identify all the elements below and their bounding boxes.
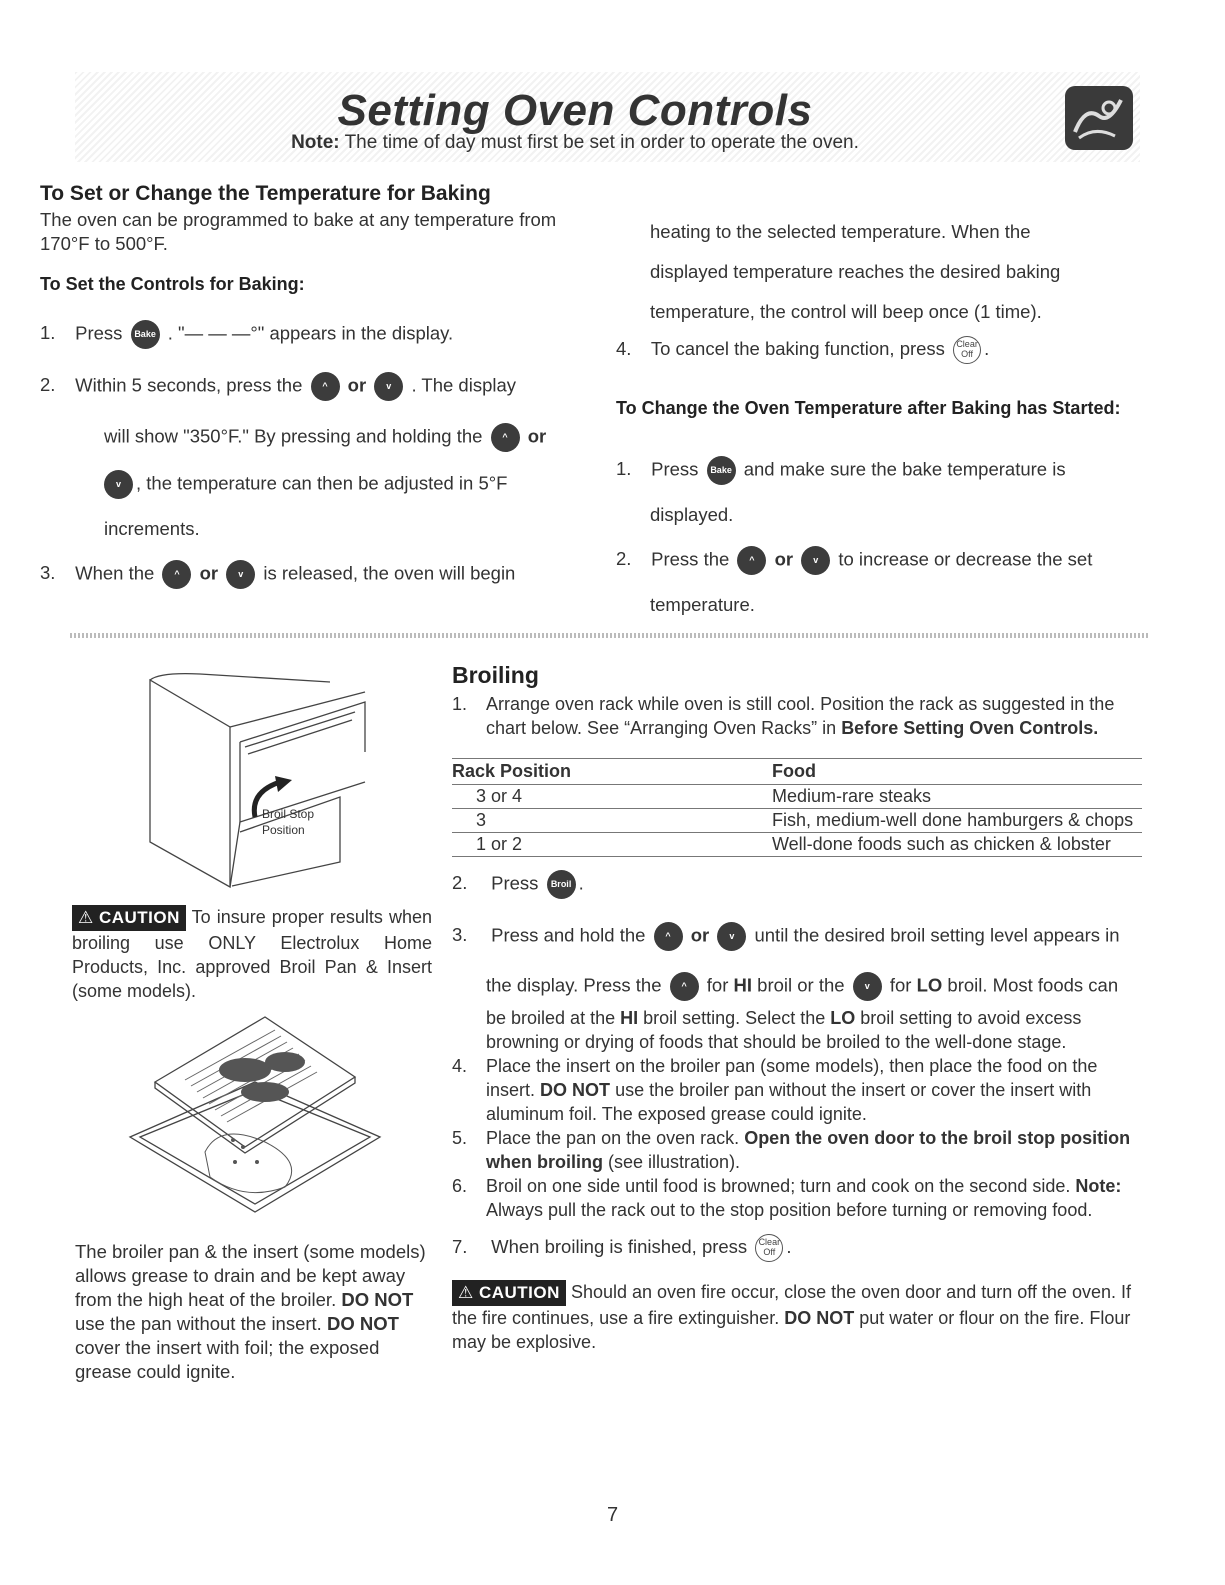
step-text: . xyxy=(578,872,584,894)
caution-text: DO NOT xyxy=(784,1308,855,1328)
down-arrow-button-icon: v xyxy=(226,560,255,589)
step-number: 2. xyxy=(452,872,468,894)
step-text: Press xyxy=(491,872,539,894)
step-text: temperature, the control will beep once (1 time). xyxy=(650,301,1042,322)
note-text: use the pan without the insert. xyxy=(75,1313,322,1334)
baking-step-2-line2 xyxy=(104,423,604,452)
step-text: Press and hold the xyxy=(491,924,646,946)
step-text: . The display xyxy=(411,374,517,396)
baking-step-3 xyxy=(40,560,600,589)
down-arrow-button-icon: v xyxy=(104,470,133,499)
step-text: Broil on one side until food is browned; turn and cook on the second side. Note: Always pull the rack out to the stop position before turning or removing food. xyxy=(486,1176,1122,1220)
step-text: When broiling is finished, press xyxy=(491,1236,748,1257)
broiling-step-7 xyxy=(452,1234,1142,1262)
rack-cell: 3 or 4 xyxy=(452,785,772,809)
broiling-step-3 xyxy=(452,922,1152,951)
step-text: broil setting. Select the xyxy=(643,1008,826,1028)
step-text: will show "350°F." By pressing and holding the xyxy=(104,425,483,447)
step-number: 1. xyxy=(40,322,56,344)
note-text: cover the insert with foil; the exposed grease could ignite. xyxy=(75,1337,380,1382)
down-arrow-button-icon: v xyxy=(801,546,830,575)
change-step-1 xyxy=(616,456,1156,485)
broiler-pan-note xyxy=(75,1240,435,1384)
step-text: To cancel the baking function, press xyxy=(650,338,945,359)
step-number: 3. xyxy=(40,562,56,584)
step-text: HI xyxy=(733,974,753,996)
step-text: and make sure the bake temperature is xyxy=(743,458,1066,480)
baking-heading: To Set or Change the Temperature for Baking xyxy=(40,182,491,205)
rack-position-table xyxy=(452,758,1142,857)
broiling-step-3-line2 xyxy=(486,972,1146,1001)
broiling-section xyxy=(452,662,1152,689)
step-text: broil. Most foods can xyxy=(947,974,1119,996)
baking-step-2 xyxy=(40,372,600,401)
step-text: Press xyxy=(651,458,699,480)
step-number: 6. xyxy=(452,1176,468,1196)
broil-stop-label-2: Position xyxy=(262,823,305,837)
caution-text: To insure proper results when broiling use ONLY Electrolux Home Products, Inc. approved Broil Pan & Insert (some models). xyxy=(72,907,432,1001)
step-text: heating to the selected temperature. When the xyxy=(650,221,1031,242)
change-heading: To Change the Oven Temperature after Baking has Started: xyxy=(616,398,1121,418)
down-arrow-button-icon: v xyxy=(374,372,403,401)
bake-button-icon: Bake xyxy=(131,320,160,349)
step-text: , the temperature can then be adjusted in 5°F xyxy=(136,472,508,494)
broil-stop-label-1: Broil Stop xyxy=(262,807,315,821)
step-text: is released, the oven will begin xyxy=(263,562,516,584)
broiler-pan-illustration xyxy=(125,1012,385,1232)
step-text: or xyxy=(527,425,547,447)
table-row xyxy=(452,785,1142,809)
step-text: Within 5 seconds, press the xyxy=(75,374,303,396)
step-text: LO xyxy=(830,1008,856,1028)
change-step-1-line2: displayed. xyxy=(650,504,734,525)
up-arrow-button-icon: ^ xyxy=(162,560,191,589)
step-number: 1. xyxy=(616,458,632,480)
caution-badge: ⚠ CAUTION xyxy=(72,905,186,931)
step-text: HI xyxy=(620,1008,639,1028)
up-arrow-button-icon: ^ xyxy=(654,922,683,951)
caution-text: Should an oven fire occur, close the oven door and turn off the oven. If the fire continues, use a fire extinguisher. xyxy=(452,1282,1131,1328)
bottom-caution xyxy=(452,1280,1144,1354)
step-text: or xyxy=(199,562,219,584)
step-number: 4. xyxy=(616,338,632,359)
step-text: the display. Press the xyxy=(486,974,662,996)
section-badge-icon xyxy=(1065,86,1133,150)
step-number: 5. xyxy=(452,1128,468,1148)
step-text: Press the xyxy=(651,548,730,570)
step-text: to increase or decrease the set xyxy=(838,548,1093,570)
step-text: . "— — —°" appears in the display. xyxy=(167,322,454,344)
baking-step-2-line3 xyxy=(104,470,604,499)
baking-subheading: To Set the Controls for Baking: xyxy=(40,274,305,294)
food-cell: Fish, medium-well done hamburgers & chops xyxy=(772,809,1142,833)
broiling-step-6 xyxy=(452,1174,1144,1222)
step-text: . xyxy=(786,1236,792,1257)
baking-step-4 xyxy=(616,336,1156,364)
baking-step-2-line4: increments. xyxy=(104,518,200,539)
broiling-step-2 xyxy=(452,870,1142,899)
note-text: DO NOT xyxy=(341,1289,414,1310)
step-text: Place the insert on the broiler pan (some models), then place the food on the insert. DO NOT use the broiler pan without the insert or cover the insert with aluminum foil. The exposed grease could ignite. xyxy=(486,1056,1098,1124)
table-row xyxy=(452,833,1142,857)
baking-intro: The oven can be programmed to bake at any temperature from 170°F to 500°F. xyxy=(40,209,557,254)
broiling-step-4 xyxy=(452,1054,1144,1126)
note-text: The broiler pan & the insert (some models) allows grease to drain and be kept away from the high heat of the broiler. xyxy=(75,1241,426,1310)
step-number: 7. xyxy=(452,1236,468,1257)
caution-text: put water or flour on the fire. Flour may be explosive. xyxy=(452,1308,1131,1352)
up-arrow-button-icon: ^ xyxy=(491,423,520,452)
step-text: for xyxy=(889,974,912,996)
broiling-heading: Broiling xyxy=(452,662,539,688)
table-row xyxy=(452,809,1142,833)
step-text: broil or the xyxy=(757,974,845,996)
step-text: or xyxy=(690,924,710,946)
oven-door-illustration xyxy=(140,672,380,892)
section-divider xyxy=(70,633,1150,638)
step-text: be broiled at the xyxy=(486,1008,616,1028)
table-header-rack: Rack Position xyxy=(452,759,772,785)
food-cell: Well-done foods such as chicken & lobster xyxy=(772,833,1142,857)
bake-button-icon: Bake xyxy=(707,456,736,485)
step-text: When the xyxy=(75,562,155,584)
step-number: 2. xyxy=(40,374,56,396)
step-text: displayed temperature reaches the desired baking xyxy=(650,261,1061,282)
change-step-2 xyxy=(616,546,1156,575)
step-number: 4. xyxy=(452,1056,468,1076)
page-number: 7 xyxy=(606,1504,619,1526)
step-text: for xyxy=(706,974,729,996)
step-text: Arrange oven rack while oven is still cool. Position the rack as suggested in the chart below. See “Arranging Oven Racks” in Before Setting Oven Controls. xyxy=(486,694,1115,738)
step-text: broil setting to avoid excess browning or drying of foods that should be broiled to the well-done stage. xyxy=(486,1008,1082,1052)
baking-section xyxy=(40,182,600,295)
down-arrow-button-icon: v xyxy=(717,922,746,951)
note-text: The time of day must first be set in order to operate the oven. xyxy=(344,132,859,153)
table-header-food: Food xyxy=(772,759,1142,785)
step-text: Press xyxy=(75,322,123,344)
food-cell: Medium-rare steaks xyxy=(772,785,1142,809)
step-number: 1. xyxy=(452,694,468,714)
note-label: Note: xyxy=(291,132,340,153)
page-title: Setting Oven Controls xyxy=(337,86,813,135)
step-text: . xyxy=(984,338,990,359)
step-number: 3. xyxy=(452,924,468,946)
left-caution xyxy=(72,905,432,1003)
clear-off-button-icon: Clear Off xyxy=(755,1234,783,1262)
page-header xyxy=(75,72,1140,162)
note-text: DO NOT xyxy=(326,1313,399,1334)
baking-step-1 xyxy=(40,320,600,349)
rack-cell: 1 or 2 xyxy=(452,833,772,857)
clear-off-button-icon: Clear Off xyxy=(953,336,981,364)
step-text: or xyxy=(347,374,367,396)
step-text: Place the pan on the oven rack. Open the oven door to the broil stop position when broiling (see illustration). xyxy=(486,1128,1131,1172)
step-text: until the desired broil setting level appears in xyxy=(754,924,1120,946)
step-text: or xyxy=(774,548,794,570)
broiling-step-1 xyxy=(452,692,1144,740)
header-note xyxy=(75,132,1075,154)
broiling-step-5 xyxy=(452,1126,1144,1174)
rack-cell: 3 xyxy=(452,809,772,833)
change-step-2-line2: temperature. xyxy=(650,594,755,615)
up-arrow-button-icon: ^ xyxy=(311,372,340,401)
step-number: 2. xyxy=(616,548,632,570)
up-arrow-button-icon: ^ xyxy=(670,972,699,1001)
step-text: LO xyxy=(916,974,943,996)
broil-button-icon: Broil xyxy=(547,870,576,899)
up-arrow-button-icon: ^ xyxy=(737,546,766,575)
caution-badge: ⚠ CAUTION xyxy=(452,1280,566,1306)
down-arrow-button-icon: v xyxy=(853,972,882,1001)
baking-step-3-continued xyxy=(650,212,1150,332)
broiling-step-3-line3 xyxy=(486,1006,1142,1054)
